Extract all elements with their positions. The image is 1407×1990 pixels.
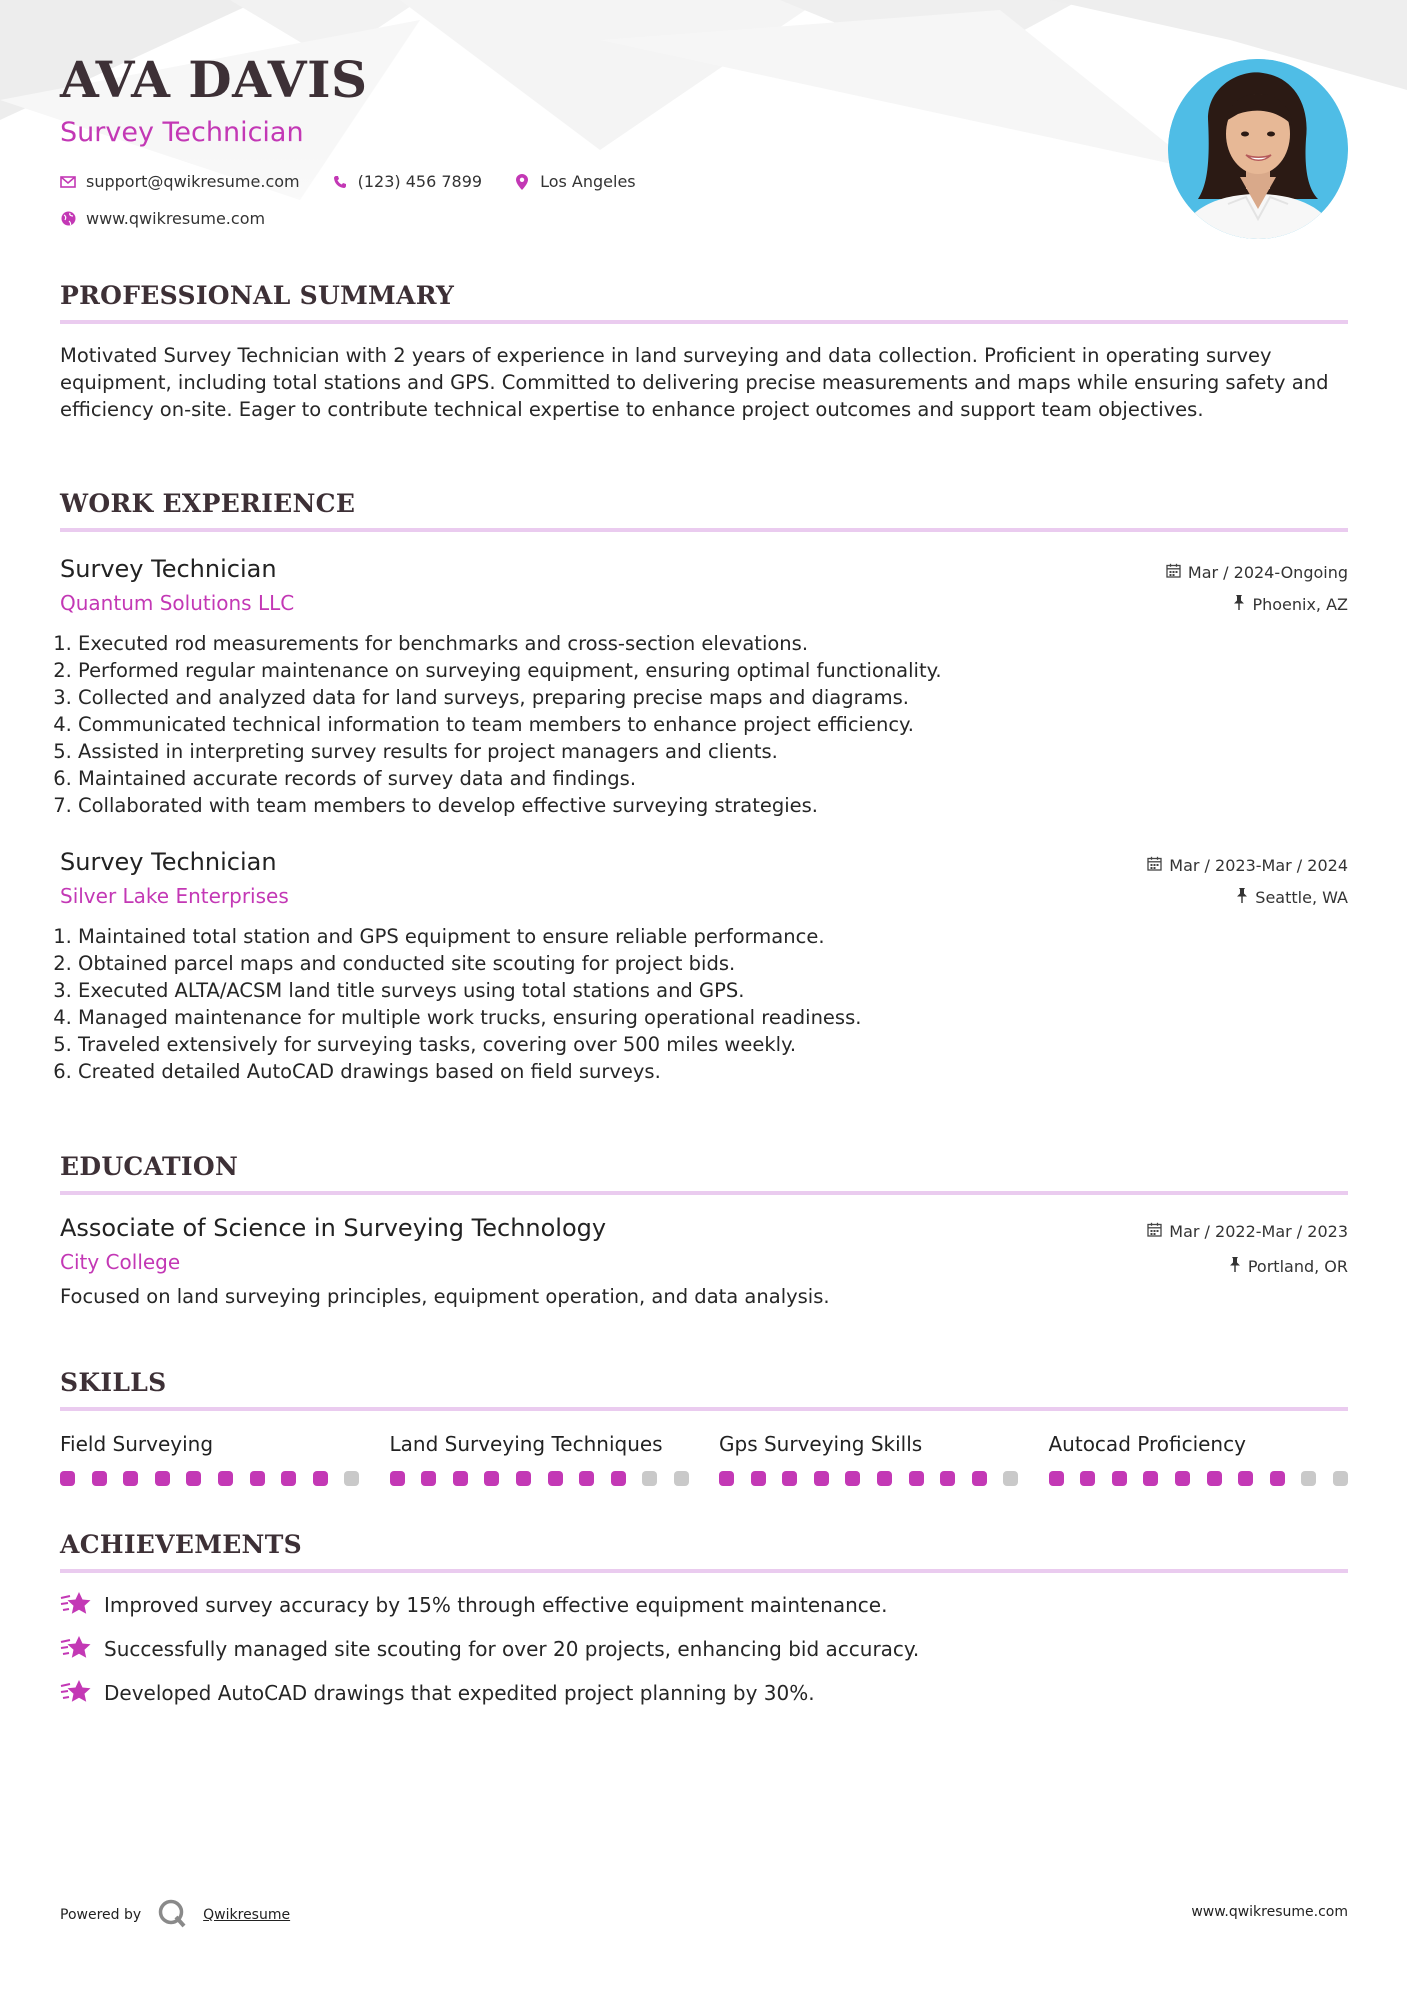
education-dates-row [1147,1215,1348,1247]
list-item: 6. Maintained accurate records of survey data and findings. [78,765,1348,792]
skill-dot-empty [344,1471,359,1486]
contact-website[interactable]: www.qwikresume.com [86,209,266,228]
skill-dot-filled [218,1471,233,1486]
skill-dot-empty [1333,1471,1348,1486]
education-meta [1147,1215,1348,1285]
powered-by-label: Powered by [60,1907,142,1923]
education-section [60,1154,1348,1310]
job-meta [1147,849,1348,913]
skills-section [60,1370,1348,1486]
skill-dot-filled [250,1471,265,1486]
contact-row-secondary [60,209,1160,228]
pushpin-icon [1236,888,1248,907]
pushpin-icon [1229,1257,1241,1276]
skill-name: Field Surveying [60,1432,214,1456]
job-location: Phoenix, AZ [1252,594,1348,614]
skill-dot-filled [516,1471,531,1486]
education-location-row [1147,1247,1348,1285]
job-location-row [1147,881,1348,913]
skill-dot-filled [1112,1471,1127,1486]
star-badge-icon [60,1678,92,1709]
job-bullets [60,923,1348,1085]
skill-dot-filled [421,1471,436,1486]
job-dates: Mar / 2024-Ongoing [1187,562,1348,582]
achievement-text: Improved survey accuracy by 15% through effective equipment maintenance. [104,1593,888,1617]
achievement-item [60,1671,1348,1715]
skill-dot-filled [782,1471,797,1486]
summary-heading: PROFESSIONAL SUMMARY [60,283,1348,324]
list-item: 5. Assisted in interpreting survey results for project managers and clients. [78,738,1348,765]
skill-name: Autocad Proficiency [1048,1432,1246,1456]
phone-icon [332,174,348,190]
skill-item [60,1431,360,1486]
achievement-text: Successfully managed site scouting for over 20 projects, enhancing bid accuracy. [104,1637,920,1661]
skill-dot-filled [814,1471,829,1486]
skill-dot-empty [642,1471,657,1486]
summary-text: Motivated Survey Technician with 2 years of experience in land surveying and data collection. Proficient in operating survey equipment, including total stations and GPS. Committed to delivering precise measurements and maps while ensuring safety and efficiency on-site. Eager to contribute technical expertise to enhance project outcomes and support team objectives. [60,344,1329,421]
skill-name: Gps Surveying Skills [719,1432,923,1456]
skill-rating [60,1471,360,1486]
job-dates: Mar / 2023-Mar / 2024 [1169,855,1348,875]
calendar-icon [1147,856,1162,875]
profile-photo [1168,59,1348,239]
skills-grid [60,1431,1348,1486]
skill-dot-filled [845,1471,860,1486]
list-item: 3. Executed ALTA/ACSM land title surveys using total stations and GPS. [78,977,1348,1004]
skill-dot-filled [1238,1471,1253,1486]
list-item: 4. Managed maintenance for multiple work trucks, ensuring operational readiness. [78,1004,1348,1031]
skill-dot-filled [92,1471,107,1486]
job-entry [60,554,1348,819]
skill-dot-empty [674,1471,689,1486]
experience-heading: WORK EXPERIENCE [60,491,1348,532]
skill-dot-filled [1175,1471,1190,1486]
list-item: 1. Maintained total station and GPS equipment to ensure reliable performance. [78,923,1348,950]
envelope-icon [60,174,76,190]
skill-dot-filled [155,1471,170,1486]
list-item: 6. Created detailed AutoCAD drawings based on field surveys. [78,1058,1348,1085]
school-name: City College [60,1250,181,1274]
skill-dot-filled [909,1471,924,1486]
skill-rating [390,1471,690,1486]
skill-dot-filled [548,1471,563,1486]
skill-dot-filled [390,1471,405,1486]
skill-dot-filled [751,1471,766,1486]
skill-name: Land Surveying Techniques [389,1432,663,1456]
pushpin-icon [1233,595,1245,614]
star-badge-icon [60,1634,92,1665]
degree-title: Associate of Science in Surveying Technology [60,1214,607,1242]
job-location-row [1166,588,1348,620]
achievement-text: Developed AutoCAD drawings that expedited project planning by 30%. [104,1681,815,1705]
education-dates: Mar / 2022-Mar / 2023 [1169,1221,1348,1241]
achievement-item [60,1627,1348,1671]
skill-dot-filled [1207,1471,1222,1486]
skill-dot-empty [1301,1471,1316,1486]
contact-location: Los Angeles [540,172,636,191]
skill-rating [1049,1471,1349,1486]
skill-dot-filled [1080,1471,1095,1486]
skill-dot-filled [719,1471,734,1486]
skill-item [1049,1431,1349,1486]
skill-dot-empty [1003,1471,1018,1486]
skill-dot-filled [877,1471,892,1486]
skill-dot-filled [1270,1471,1285,1486]
footer-branding [60,1898,290,1932]
job-dates-row [1147,849,1348,881]
calendar-icon [1147,1222,1162,1241]
candidate-name: AVA DAVIS [60,50,368,109]
achievements-section [60,1532,1348,1715]
candidate-title: Survey Technician [60,117,304,148]
education-location: Portland, OR [1247,1256,1348,1276]
list-item: 1. Executed rod measurements for benchmarks and cross-section elevations. [78,630,1348,657]
list-item: 2. Obtained parcel maps and conducted site scouting for project bids. [78,950,1348,977]
skill-dot-filled [972,1471,987,1486]
calendar-icon [1166,563,1181,582]
skill-dot-filled [940,1471,955,1486]
skill-dot-filled [186,1471,201,1486]
skill-dot-filled [313,1471,328,1486]
job-company: Silver Lake Enterprises [60,884,289,908]
job-title: Survey Technician [60,555,277,583]
job-location: Seattle, WA [1255,887,1348,907]
achievements-list [60,1583,1348,1715]
skill-rating [719,1471,1019,1486]
contact-phone[interactable]: (123) 456 7899 [357,172,483,191]
contact-row-primary [60,172,1160,191]
education-heading: EDUCATION [60,1154,1348,1195]
qwikresume-logo-icon [157,1898,187,1932]
summary-section [60,283,1348,423]
skill-dot-filled [1049,1471,1064,1486]
skill-dot-filled [579,1471,594,1486]
experience-section [60,491,1348,1085]
star-badge-icon [60,1590,92,1621]
skill-dot-filled [611,1471,626,1486]
list-item: 2. Performed regular maintenance on surveying equipment, ensuring optimal functionality. [78,657,1348,684]
list-item: 3. Collected and analyzed data for land surveys, preparing precise maps and diagrams. [78,684,1348,711]
list-item: 4. Communicated technical information to team members to enhance project efficiency. [78,711,1348,738]
skill-item [390,1431,690,1486]
job-company: Quantum Solutions LLC [60,591,295,615]
skill-dot-filled [484,1471,499,1486]
resume-header [60,50,1160,228]
job-meta [1166,556,1348,620]
skill-dot-filled [281,1471,296,1486]
education-description: Focused on land surveying principles, equipment operation, and data analysis. [60,1285,830,1308]
achievements-heading: ACHIEVEMENTS [60,1532,1348,1573]
skills-heading: SKILLS [60,1370,1348,1411]
map-pin-icon [514,174,530,190]
skill-dot-filled [123,1471,138,1486]
achievement-item [60,1583,1348,1627]
job-bullets [60,630,1348,819]
skill-item [719,1431,1019,1486]
skill-dot-filled [1143,1471,1158,1486]
list-item: 5. Traveled extensively for surveying tasks, covering over 500 miles weekly. [78,1031,1348,1058]
qwikresume-link[interactable]: Qwikresume [203,1907,291,1923]
job-dates-row [1166,556,1348,588]
job-entry [60,847,1348,1085]
list-item: 7. Collaborated with team members to develop effective surveying strategies. [78,792,1348,819]
contact-email[interactable]: support@qwikresume.com [86,172,300,191]
education-entry [60,1213,1348,1310]
footer-website[interactable]: www.qwikresume.com [1191,1904,1348,1920]
skill-dot-filled [453,1471,468,1486]
skill-dot-filled [60,1471,75,1486]
globe-icon [60,211,76,227]
job-title: Survey Technician [60,848,277,876]
